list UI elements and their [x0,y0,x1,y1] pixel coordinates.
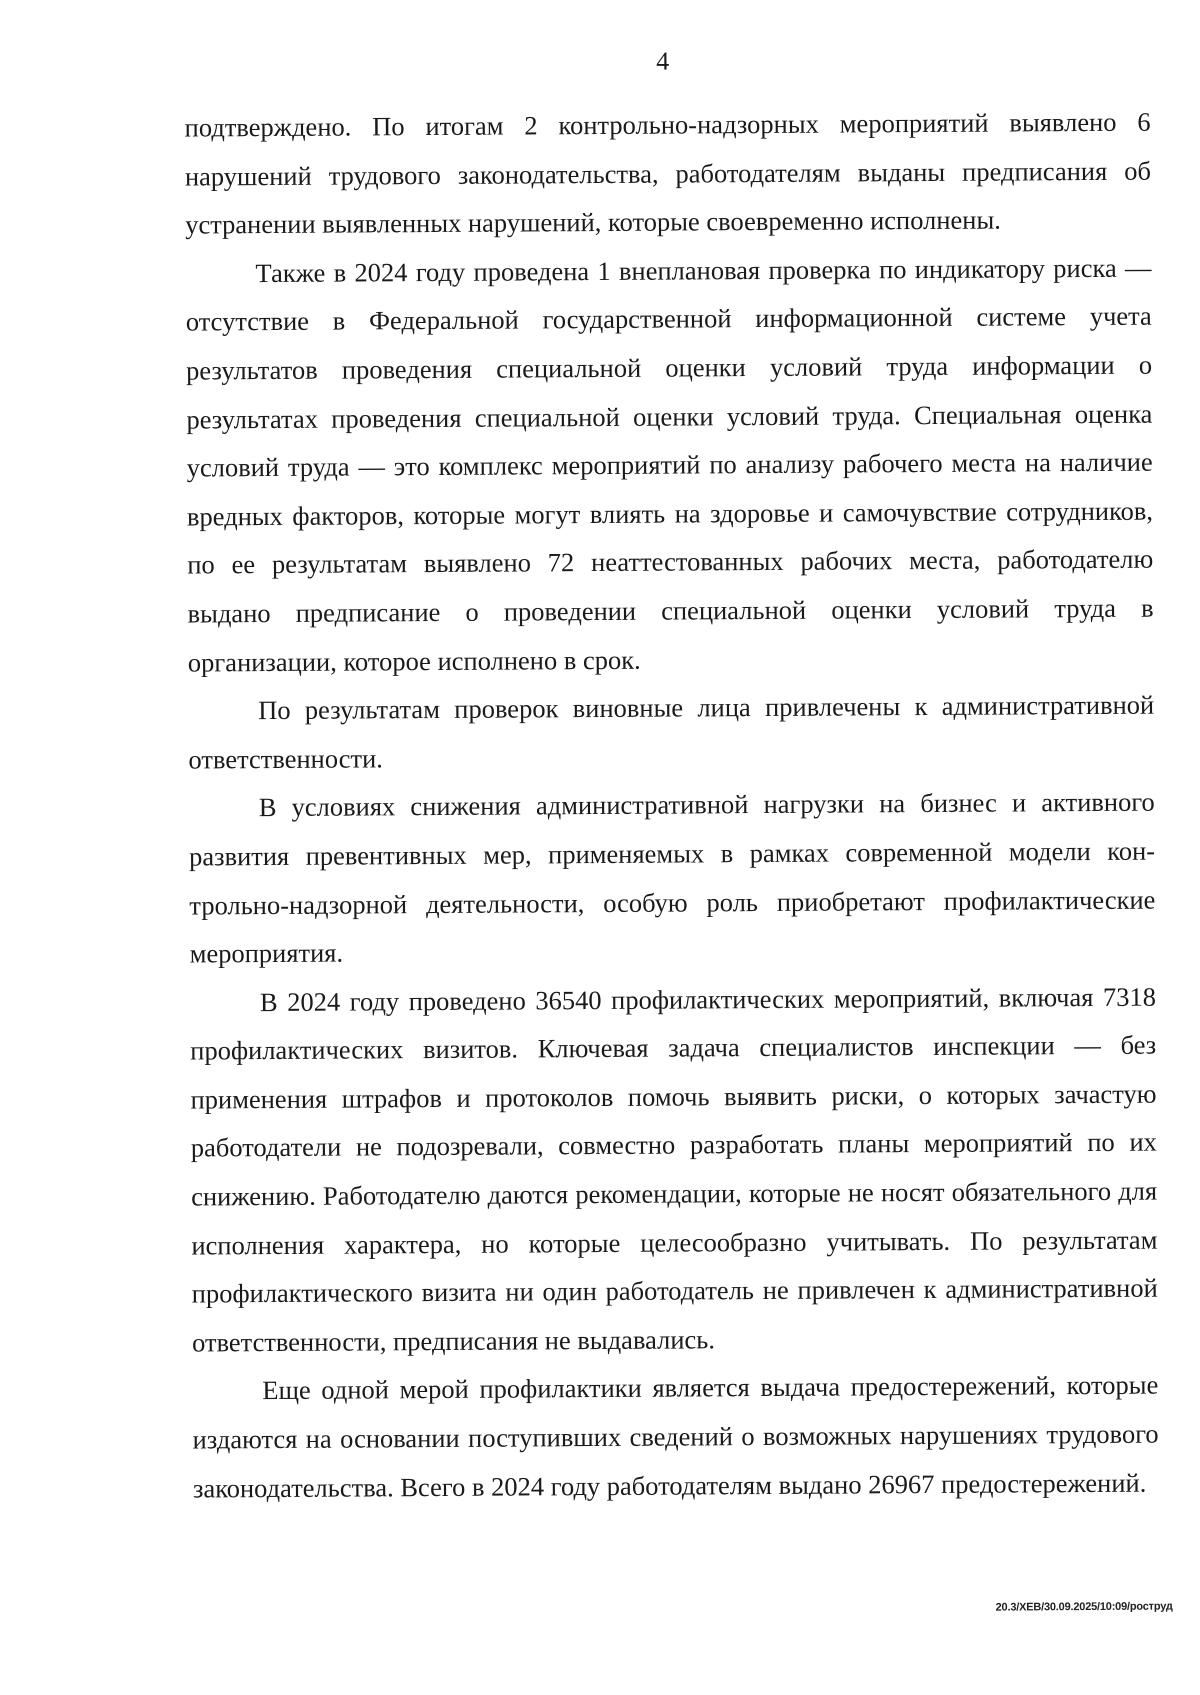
paragraph-warnings: Еще одной мерой профилактики является выдача предостережений, которые издаются на основании поступивших сведений о возможных нарушениях трудового законодательства. Всего в 2024 году работодателям выдано 26967 предостережений. [192,1370,1159,1504]
paragraph-administrative-liability: По результатам проверок виновные лица привлечены к административной ответственности. [188,689,1155,775]
paragraph-preventive-visits: В 2024 году проведено 36540 профилактических мероприятий, включая 7318 профилактических визитов. Ключевая задача специалистов инспекции — без применения штрафов и протоколов помочь выявить риски, о которых зачастую работодатели не подозревали, совместно разработать планы мероприятий по их снижению. Работодателю даются рекомендации, которые не носят обязательного для исполнения характера, но которые целесообразно учитывать. По результатам профилактического визита ни один работодатель не привлечен к административной ответственности, предписания не выдавались. [190,981,1158,1358]
page-number: 4 [656,46,670,76]
paragraph-unscheduled-inspection: Также в 2024 году проведена 1 внеплановая проверка по индикатору риска — отсутствие в Федеральной государственной информационной системе учета результатов проведения специальной оценки условий труда информации о результатах проведения специальной оценки условий труда. Специальная оценка условий труда — это комплекс мероприятий по анализу рабочего места на наличие вредных факторов, которые могут влиять на здоровье и самочувствие сотрудников, по ее результатам выявлено 72 неаттестованных рабочих места, работодателю выдано предписание о проведении специальной оценки условий труда в организации, которое исполнено в срок. [185,252,1154,678]
document-registration-code: 20.3/ХЕВ/30.09.2025/10:09/роструд [995,1600,1173,1614]
document-body [184,98,1159,1513]
paragraph-preventive-measures: В условиях снижения административной нагрузки на бизнес и активного развития превентивных мер, применяемых в рамках современной модели контрольно-надзорной деятельности, особую роль приобретают профилактические мероприятия. [188,786,1156,969]
paragraph-continuation: подтверждено. По итогам 2 контрольно-надзорных мероприятий выявлено 6 нарушений трудового законодательства, работодателям выданы предписания об устранении выявленных нарушений, которые своевременно исполнены. [184,106,1151,240]
